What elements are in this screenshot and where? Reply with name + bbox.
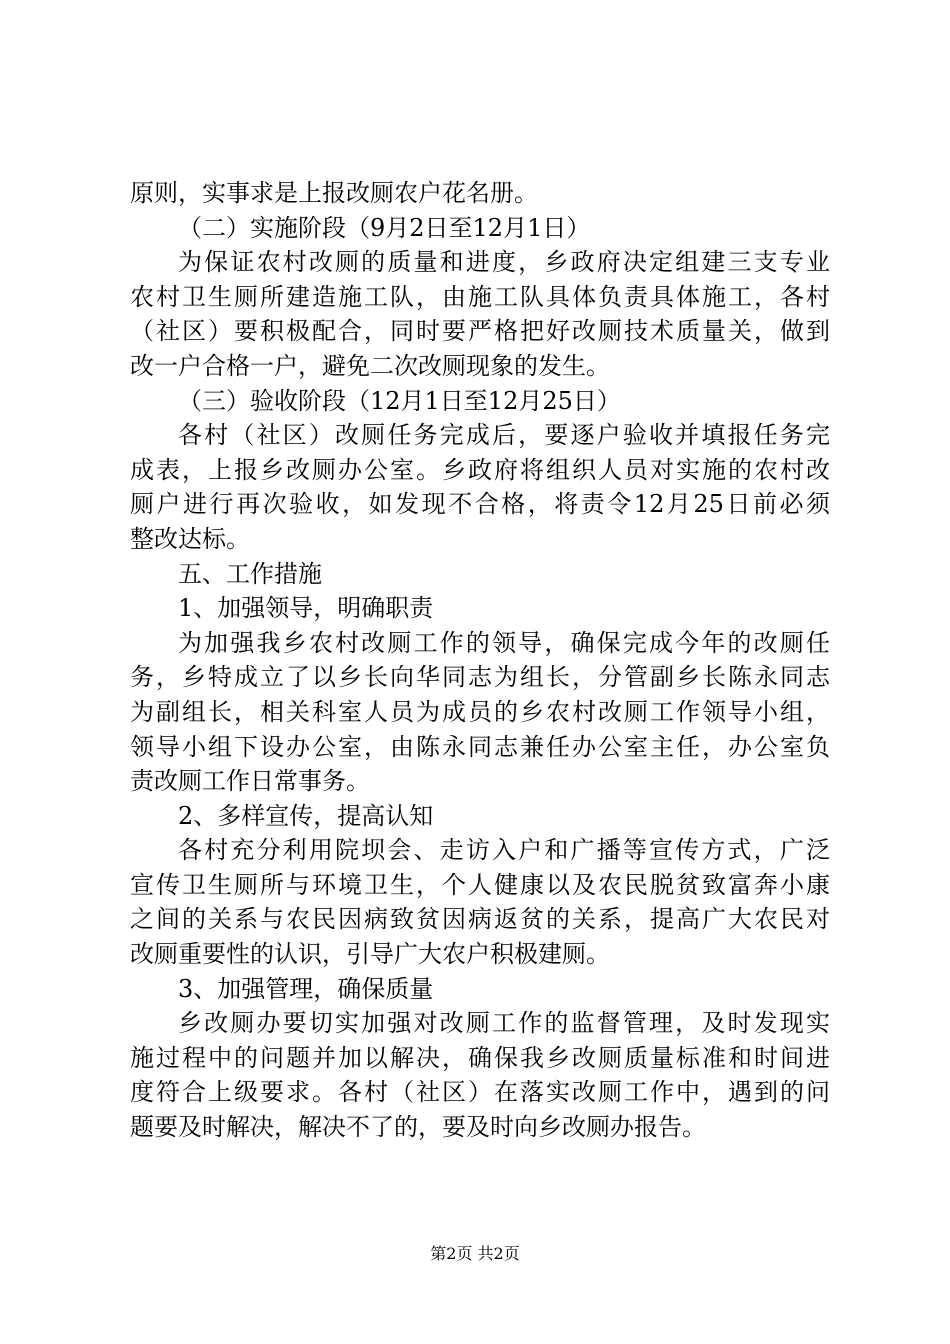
text-line: （社区）要积极配合，同时要严格把好改厕技术质量关，做到 xyxy=(130,317,830,346)
text-line: 度符合上级要求。各村（社区）在落实改厕工作中，遇到的问 xyxy=(130,1078,830,1107)
text-line: 各村充分利用院坝会、走访入户和广播等宣传方式，广泛 xyxy=(178,836,830,865)
text-line: 领导小组下设办公室，由陈永同志兼任办公室主任，办公室负 xyxy=(130,732,830,761)
text-line: 厕户进行再次验收，如发现不合格，将责令12月25日前必须 xyxy=(130,490,830,519)
text-line: 乡改厕办要切实加强对改厕工作的监督管理，及时发现实 xyxy=(178,1009,830,1038)
text-line: 整改达标。 xyxy=(130,524,250,553)
text-line: 之间的关系与农民因病致贫因病返贫的关系，提高广大农民对 xyxy=(130,905,830,934)
text-line: 各村（社区）改厕任务完成后，要逐户验收并填报任务完 xyxy=(178,421,830,450)
text-line: 改厕重要性的认识，引导广大农户积极建厕。 xyxy=(130,940,610,969)
text-line: 五、工作措施 xyxy=(178,559,322,588)
text-line: 为保证农村改厕的质量和进度，乡政府决定组建三支专业 xyxy=(178,248,830,277)
text-line: 为加强我乡农村改厕工作的领导，确保完成今年的改厕任 xyxy=(178,628,830,657)
text-line: 题要及时解决，解决不了的，要及时向乡改厕办报告。 xyxy=(130,1113,706,1142)
text-line: （二）实施阶段（9月2日至12月1日） xyxy=(178,213,591,242)
document-body xyxy=(130,176,830,1145)
text-line: 成表，上报乡改厕办公室。乡政府将组织人员对实施的农村改 xyxy=(130,455,830,484)
text-line: 改一户合格一户，避免二次改厕现象的发生。 xyxy=(130,351,610,380)
page-footer: 第2页 共2页 xyxy=(430,1244,520,1263)
text-line: 2、多样宣传，提高认知 xyxy=(178,801,434,830)
text-line: 责改厕工作日常事务。 xyxy=(130,767,370,796)
text-line: 农村卫生厕所建造施工队，由施工队具体负责具体施工，各村 xyxy=(130,282,830,311)
text-line: 1、加强领导，明确职责 xyxy=(178,594,434,623)
text-line: 施过程中的问题并加以解决，确保我乡改厕质量标准和时间进 xyxy=(130,1043,830,1072)
text-line: 宣传卫生厕所与环境卫生，个人健康以及农民脱贫致富奔小康 xyxy=(130,870,830,899)
text-line: 务，乡特成立了以乡长向华同志为组长，分管副乡长陈永同志 xyxy=(130,663,830,692)
text-line: 为副组长，相关科室人员为成员的乡农村改厕工作领导小组， xyxy=(130,697,830,726)
text-line: 3、加强管理，确保质量 xyxy=(178,974,434,1003)
text-line: 原则，实事求是上报改厕农户花名册。 xyxy=(130,179,538,207)
text-line: （三）验收阶段（12月1日至12月25日） xyxy=(178,386,621,415)
